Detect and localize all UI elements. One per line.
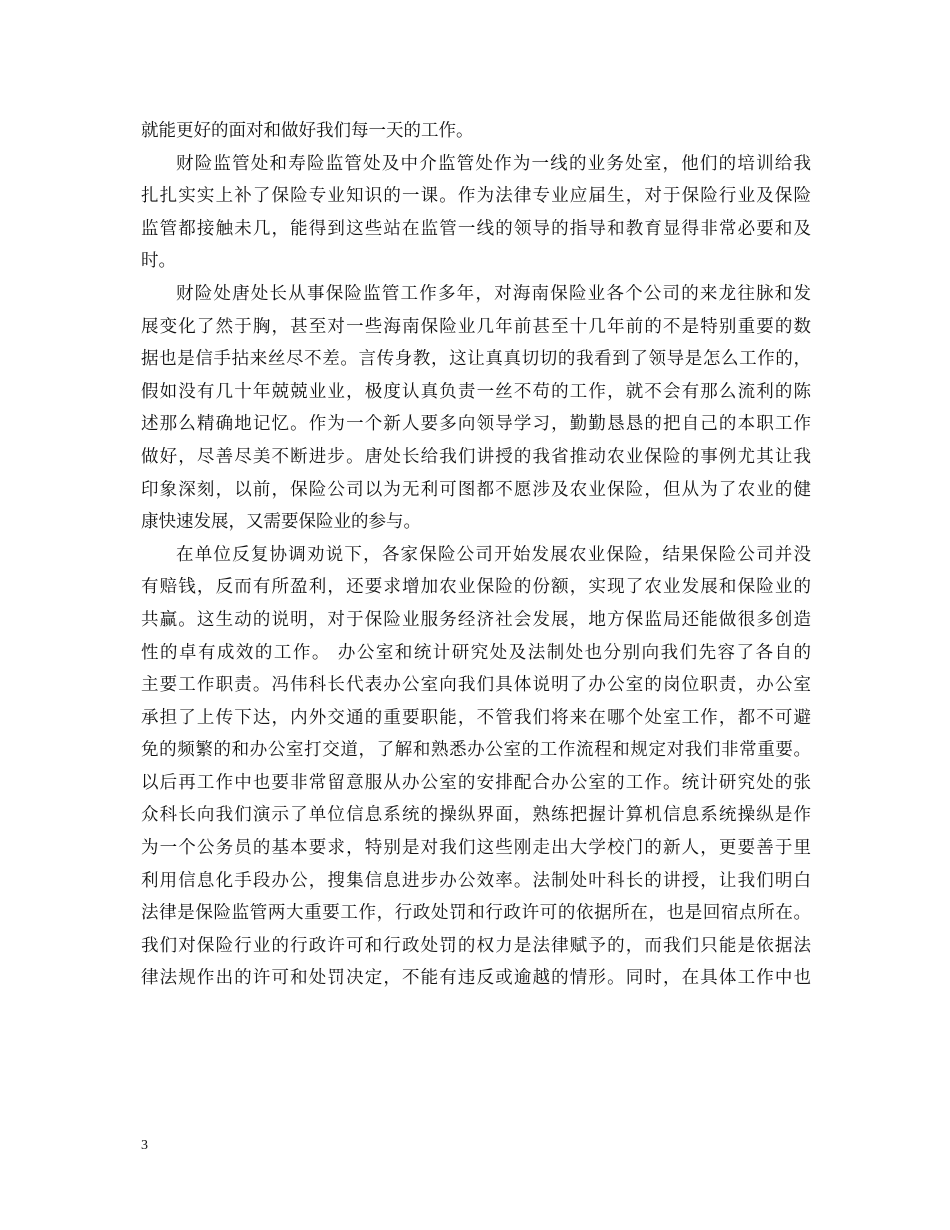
text-line: 据也是信手拈来丝尽不差。言传身教，这让真真切切的我看到了领导是怎么工作的， [141, 349, 811, 370]
text-line: 康快速发展，又需要保险业的参与。 [141, 512, 421, 533]
text-line: 为一个公务员的基本要求，特别是对我们这些刚走出大学校门的新人，更要善于里 [141, 838, 811, 859]
text-line: 做好，尽善尽美不断进步。唐处长给我们讲授的我省推动农业保险的事例尤其让我 [141, 446, 811, 467]
page-number: 3 [141, 1138, 148, 1153]
text-line: 法律是保险监管两大重要工作，行政处罚和行政许可的依据所在，也是回宿点所在。 [141, 903, 811, 924]
text-line: 利用信息化手段办公，搜集信息进步办公效率。法制处叶科长的讲授，让我们明白 [141, 870, 811, 891]
body-text [141, 115, 811, 995]
text-line: 财险监管处和寿险监管处及中介监管处作为一线的业务处室，他们的培训给我 [176, 153, 811, 174]
text-line: 监管都接触未几，能得到这些站在监管一线的领导的指导和教育显得非常必要和及 [141, 218, 811, 239]
text-line: 述那么精确地记忆。作为一个新人要多向领导学习，勤勤恳恳的把自己的本职工作 [141, 414, 811, 435]
text-line: 以后再工作中也要非常留意服从办公室的安排配合办公室的工作。统计研究处的张 [141, 772, 811, 793]
text-line: 律法规作出的许可和处罚决定，不能有违反或逾越的情形。同时，在具体工作中也 [141, 968, 811, 989]
text-line: 有赔钱，反而有所盈利，还要求增加农业保险的份额，实现了农业发展和保险业的 [141, 577, 811, 598]
text-line: 性的卓有成效的工作。 办公室和统计研究处及法制处也分别向我们先容了各自的 [141, 642, 811, 663]
text-line: 共赢。这生动的说明，对于保险业服务经济社会发展，地方保监局还能做很多创造 [141, 609, 811, 630]
text-line: 时。 [141, 251, 176, 272]
text-line: 扎扎实实上补了保险专业知识的一课。作为法律专业应届生，对于保险行业及保险 [141, 186, 811, 207]
text-line: 众科长向我们演示了单位信息系统的操纵界面，熟练把握计算机信息系统操纵是作 [141, 805, 811, 826]
text-line: 财险处唐处长从事保险监管工作多年，对海南保险业各个公司的来龙往脉和发 [176, 283, 811, 304]
text-line: 展变化了然于胸，甚至对一些海南保险业几年前甚至十几年前的不是特别重要的数 [141, 316, 811, 337]
text-line: 就能更好的面对和做好我们每一天的工作。 [141, 121, 474, 141]
text-line: 免的频繁的和办公室打交道，了解和熟悉办公室的工作流程和规定对我们非常重要。 [141, 740, 811, 761]
text-line: 我们对保险行业的行政许可和行政处罚的权力是法律赋予的，而我们只能是依据法 [141, 935, 811, 956]
text-line: 假如没有几十年兢兢业业，极度认真负责一丝不苟的工作，就不会有那么流利的陈 [141, 381, 811, 402]
text-line: 承担了上传下达，内外交通的重要职能，不管我们将来在哪个处室工作，都不可避 [141, 707, 811, 728]
text-line: 在单位反复协调劝说下，各家保险公司开始发展农业保险，结果保险公司并没 [176, 544, 811, 565]
text-line: 主要工作职责。冯伟科长代表办公室向我们具体说明了办公室的岗位职责，办公室 [141, 675, 811, 696]
text-line: 印象深刻，以前，保险公司以为无利可图都不愿涉及农业保险，但从为了农业的健 [141, 479, 811, 500]
